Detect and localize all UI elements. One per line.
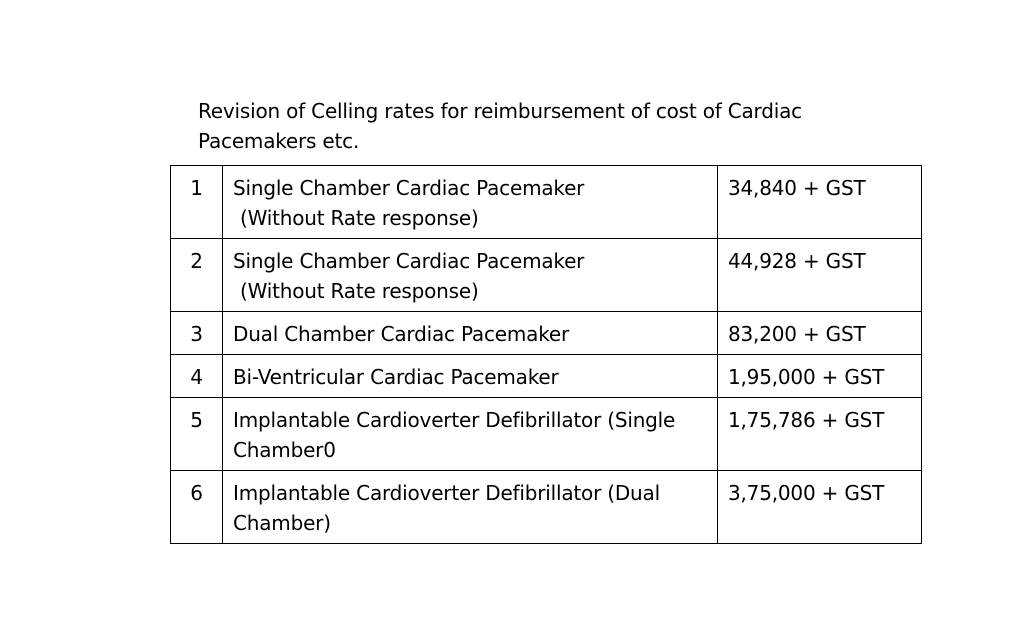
table-row (171, 398, 922, 471)
item-description (223, 312, 718, 355)
row-number: 5 (171, 398, 223, 471)
item-price: 44,928 + GST (718, 239, 922, 312)
item-price: 1,95,000 + GST (718, 355, 922, 398)
item-description (223, 239, 718, 312)
item-line: Chamber) (233, 511, 331, 535)
item-line: Single Chamber Cardiac Pacemaker (233, 176, 585, 200)
row-number: 1 (171, 166, 223, 239)
item-line: Dual Chamber Cardiac Pacemaker (233, 322, 570, 346)
item-line: (Without Rate response) (240, 206, 479, 230)
row-number: 4 (171, 355, 223, 398)
table-row (171, 471, 922, 544)
item-description (223, 355, 718, 398)
table-row (171, 355, 922, 398)
item-line: Bi-Ventricular Cardiac Pacemaker (233, 365, 559, 389)
table-row (171, 239, 922, 312)
item-price: 1,75,786 + GST (718, 398, 922, 471)
row-number: 6 (171, 471, 223, 544)
item-price: 83,200 + GST (718, 312, 922, 355)
item-line: Implantable Cardioverter Defibrillator (Single (233, 408, 676, 432)
rates-table (170, 165, 922, 544)
row-number: 3 (171, 312, 223, 355)
table-row (171, 166, 922, 239)
item-description (223, 471, 718, 544)
row-number: 2 (171, 239, 223, 312)
item-price: 34,840 + GST (718, 166, 922, 239)
item-price: 3,75,000 + GST (718, 471, 922, 544)
item-description (223, 166, 718, 239)
page-title: Revision of Celling rates for reimbursement of cost of Cardiac Pacemakers etc. (198, 99, 802, 153)
table-row (171, 312, 922, 355)
item-line: Single Chamber Cardiac Pacemaker (233, 249, 585, 273)
item-line: Implantable Cardioverter Defibrillator (Dual (233, 481, 660, 505)
item-line: (Without Rate response) (240, 279, 479, 303)
item-line: Chamber0 (233, 438, 336, 462)
item-description (223, 398, 718, 471)
